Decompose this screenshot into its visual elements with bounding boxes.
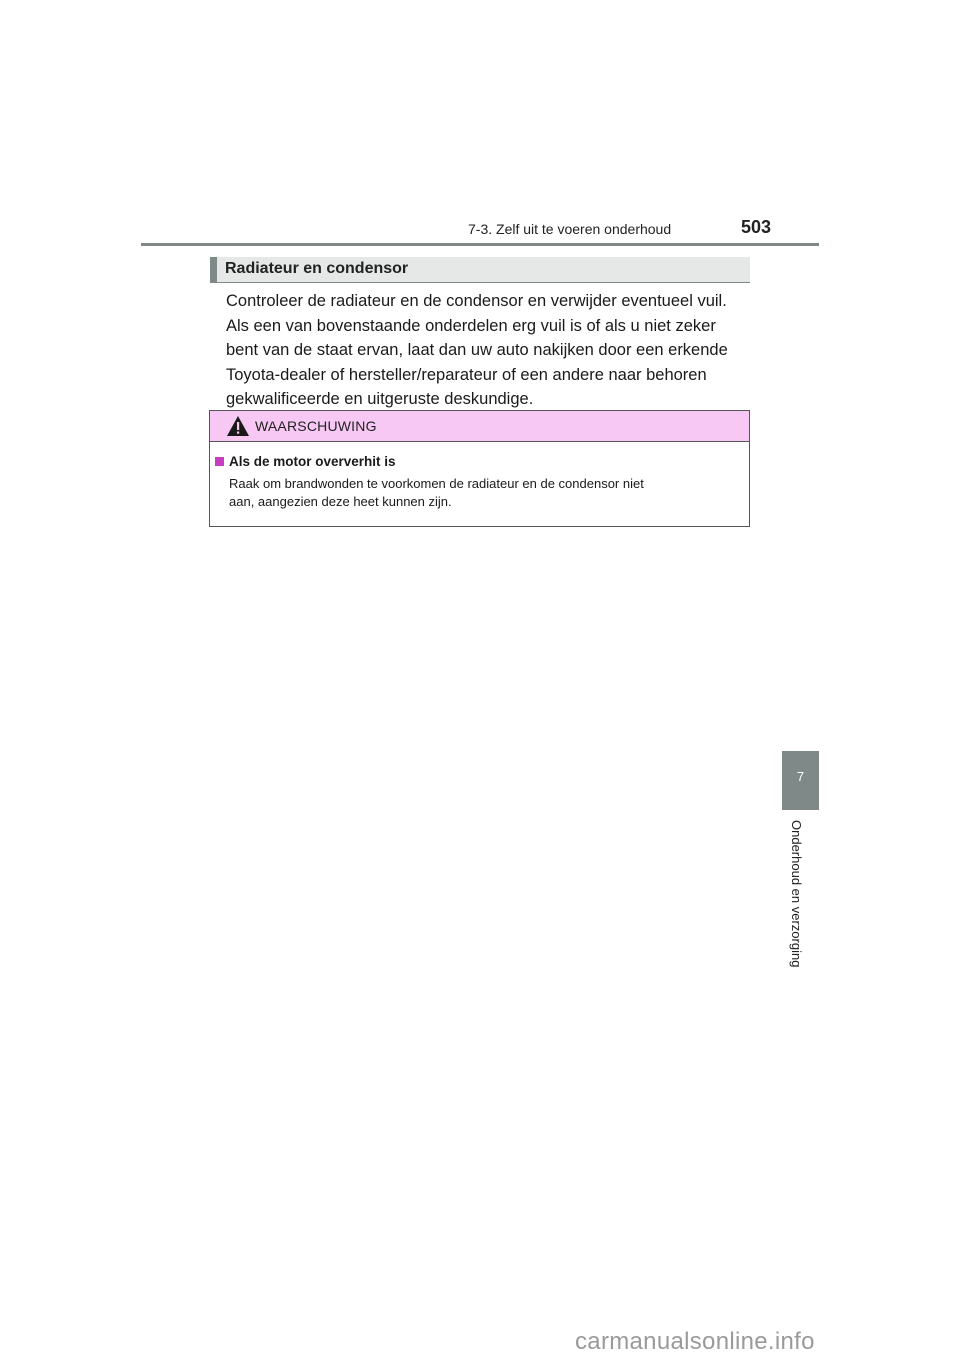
page-number: 503 [741,217,772,237]
bullet-square-icon [215,457,224,466]
warning-box [209,410,750,527]
watermark: carmanualsonline.info [575,1326,960,1358]
header-rule [141,243,819,246]
body-line: bent van de staat ervan, laat dan uw auto nakijken door een erkende [226,341,728,359]
warning-triangle-icon [226,415,250,437]
warning-text [229,475,739,511]
warning-subheading [215,454,396,469]
warning-header [210,411,749,442]
body-line: gekwalificeerde en uitgeruste deskundige. [226,390,534,408]
section-heading [210,257,750,283]
body-paragraph [226,289,745,412]
body-line: Toyota-dealer of hersteller/reparateur of een andere naar behoren [226,365,707,384]
warning-title: WAARSCHUWING [255,418,377,434]
chapter-tab [782,751,819,810]
warning-line: Raak om brandwonden te voorkomen de radiateur en de condensor niet [229,476,644,491]
chapter-number: 7 [796,769,805,784]
body-line: Controleer de radiateur en de condensor en verwijder eventueel vuil. [226,292,727,310]
page-header-section: 7-3. Zelf uit te voeren onderhoud [468,221,672,237]
section-heading-bar [210,257,217,282]
chapter-side-label [786,820,806,990]
chapter-title: Onderhoud en verzorging [789,820,804,968]
body-line: Als een van bovenstaande onderdelen erg vuil is of als u niet zeker [226,316,716,335]
warning-subheading-text: Als de motor oververhit is [229,454,396,469]
warning-line: aan, aangezien deze heet kunnen zijn. [229,494,452,509]
section-heading-text: Radiateur en condensor [225,260,409,277]
